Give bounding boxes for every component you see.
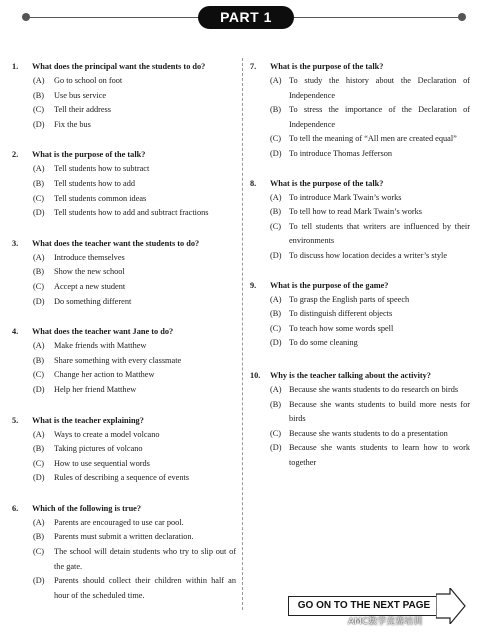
question-stem bbox=[250, 177, 470, 191]
answer-option bbox=[250, 147, 470, 162]
option-letter: (A) bbox=[33, 341, 45, 351]
answer-option bbox=[12, 118, 236, 133]
question-stem bbox=[12, 325, 236, 339]
answer-option bbox=[250, 441, 470, 470]
question-stem bbox=[12, 237, 236, 251]
option-text: To grasp the English parts of speech bbox=[289, 294, 410, 304]
option-text: To introduce Mark Twain’s works bbox=[289, 192, 402, 202]
question-number: 5. bbox=[12, 415, 19, 425]
option-text: Make friends with Matthew bbox=[54, 341, 147, 351]
option-text: Accept a new student bbox=[54, 281, 126, 291]
question-item bbox=[12, 414, 236, 486]
option-letter: (D) bbox=[270, 250, 282, 260]
option-text: Taking pictures of volcano bbox=[54, 444, 143, 454]
option-text: To teach how some words spell bbox=[289, 323, 394, 333]
option-text: Because she wants students to build more nests for birds bbox=[289, 399, 470, 424]
question-item bbox=[250, 369, 470, 471]
option-letter: (C) bbox=[270, 428, 282, 438]
option-text: Ways to create a model volcano bbox=[54, 429, 160, 439]
answer-option bbox=[250, 103, 470, 132]
option-letter: (B) bbox=[270, 207, 282, 217]
option-letter: (B) bbox=[270, 105, 282, 115]
question-item bbox=[12, 237, 236, 309]
option-text: Share something with every classmate bbox=[54, 355, 182, 365]
option-letter: (D) bbox=[33, 473, 45, 483]
option-text: Go to school on foot bbox=[54, 76, 123, 85]
option-letter: (D) bbox=[33, 208, 45, 218]
answer-option bbox=[250, 398, 470, 427]
option-text: To do some cleaning bbox=[289, 338, 358, 348]
option-letter: (C) bbox=[33, 547, 45, 557]
question-number: 9. bbox=[250, 280, 257, 290]
option-text: To study the history about the Declaration of Independence bbox=[289, 76, 470, 100]
answer-option bbox=[12, 545, 236, 574]
option-letter: (A) bbox=[33, 429, 45, 439]
option-letter: (A) bbox=[270, 76, 282, 85]
option-text: Because she wants students to do a presentation bbox=[289, 428, 448, 438]
question-number: 2. bbox=[12, 150, 19, 160]
answer-option bbox=[250, 427, 470, 442]
option-text: Rules of describing a sequence of events bbox=[54, 473, 190, 483]
option-letter: (C) bbox=[270, 134, 282, 144]
question-number: 4. bbox=[12, 327, 19, 337]
question-item bbox=[250, 279, 470, 351]
answer-option bbox=[12, 177, 236, 192]
question-text: Which of the following is true? bbox=[32, 503, 142, 513]
option-letter: (A) bbox=[33, 252, 45, 262]
answer-option bbox=[12, 442, 236, 457]
question-item bbox=[12, 502, 236, 604]
option-text: To discuss how location decides a writer’s style bbox=[289, 250, 448, 260]
option-text: Do something different bbox=[54, 296, 132, 306]
question-text: Why is the teacher talking about the activity? bbox=[270, 370, 431, 380]
option-text: Tell their address bbox=[54, 105, 112, 115]
left-question-column bbox=[12, 60, 236, 603]
option-text: How to use sequential words bbox=[54, 458, 150, 468]
option-text: Tell students common ideas bbox=[54, 193, 147, 203]
option-text: To tell students that writers are influenced by their environments bbox=[289, 221, 470, 246]
option-letter: (C) bbox=[33, 281, 45, 291]
column-divider bbox=[242, 58, 244, 610]
question-text: What is the purpose of the talk? bbox=[270, 178, 384, 188]
option-letter: (D) bbox=[33, 296, 45, 306]
watermark: AMC数学竞赛培训 bbox=[348, 617, 423, 627]
option-text: Fix the bus bbox=[54, 119, 91, 129]
question-number: 3. bbox=[12, 238, 19, 248]
option-letter: (C) bbox=[270, 221, 282, 231]
answer-option bbox=[12, 265, 236, 280]
option-letter: (C) bbox=[33, 370, 45, 380]
option-text: Tell students how to subtract bbox=[54, 164, 150, 174]
option-letter: (B) bbox=[33, 267, 45, 277]
answer-option bbox=[250, 220, 470, 249]
answer-option bbox=[250, 336, 470, 351]
option-text: Because she wants students to learn how to work together bbox=[289, 443, 470, 467]
option-text: Change her action to Matthew bbox=[54, 370, 155, 380]
answer-option bbox=[12, 457, 236, 472]
answer-option bbox=[12, 383, 236, 398]
option-letter: (B) bbox=[270, 309, 282, 319]
option-letter: (D) bbox=[33, 576, 45, 586]
question-number: 6. bbox=[12, 503, 19, 513]
answer-option bbox=[12, 251, 236, 266]
answer-option bbox=[250, 307, 470, 322]
option-letter: (C) bbox=[33, 105, 45, 115]
option-text: To stress the importance of the Declaration of Independence bbox=[289, 105, 470, 129]
question-stem bbox=[12, 414, 236, 428]
option-letter: (D) bbox=[270, 338, 282, 348]
answer-option bbox=[12, 574, 236, 603]
header-rule-dot-right bbox=[458, 13, 466, 21]
header-rule-dot-left bbox=[22, 13, 30, 21]
answer-option bbox=[12, 280, 236, 295]
question-item bbox=[12, 325, 236, 397]
option-letter: (B) bbox=[33, 532, 45, 542]
option-letter: (C) bbox=[270, 323, 282, 333]
option-letter: (B) bbox=[33, 355, 45, 365]
question-number: 8. bbox=[250, 178, 257, 188]
answer-option bbox=[250, 191, 470, 206]
option-text: To introduce Thomas Jefferson bbox=[289, 148, 393, 158]
option-text: Parents must submit a written declaration. bbox=[54, 532, 194, 542]
question-text: What is the teacher explaining? bbox=[32, 415, 144, 425]
question-text: What does the teacher want the students to do? bbox=[32, 238, 200, 248]
answer-option bbox=[12, 89, 236, 104]
answer-option bbox=[250, 205, 470, 220]
option-letter: (A) bbox=[270, 384, 282, 394]
option-text: Because she wants students to do research on birds bbox=[289, 384, 459, 394]
question-item bbox=[250, 60, 470, 162]
question-text: What is the purpose of the game? bbox=[270, 280, 389, 290]
option-text: Use bus service bbox=[54, 90, 107, 100]
question-text: What does the teacher want Jane to do? bbox=[32, 327, 174, 337]
option-letter: (D) bbox=[270, 148, 282, 158]
option-text: To distinguish different objects bbox=[289, 309, 393, 319]
answer-option bbox=[12, 192, 236, 207]
question-item bbox=[12, 148, 236, 220]
answer-option bbox=[12, 74, 236, 89]
option-letter: (B) bbox=[33, 90, 45, 100]
question-stem bbox=[250, 60, 470, 74]
option-text: Show the new school bbox=[54, 267, 125, 277]
answer-option bbox=[12, 516, 236, 531]
question-text: What is the purpose of the talk? bbox=[32, 150, 146, 160]
option-text: Parents are encouraged to use car pool. bbox=[54, 517, 184, 527]
answer-option bbox=[12, 368, 236, 383]
option-letter: (A) bbox=[270, 294, 282, 304]
answer-option bbox=[250, 249, 470, 264]
answer-option bbox=[12, 530, 236, 545]
option-letter: (D) bbox=[33, 384, 45, 394]
answer-option bbox=[12, 354, 236, 369]
option-text: Introduce themselves bbox=[54, 252, 125, 262]
question-item bbox=[250, 177, 470, 264]
question-stem bbox=[250, 279, 470, 293]
option-text: To tell the meaning of “All men are created equal” bbox=[289, 134, 457, 144]
question-text: What is the purpose of the talk? bbox=[270, 62, 384, 71]
option-letter: (B) bbox=[33, 178, 45, 188]
question-stem bbox=[250, 369, 470, 383]
option-text: Tell students how to add and subtract fractions bbox=[54, 208, 209, 218]
question-stem bbox=[12, 60, 236, 74]
question-number: 7. bbox=[250, 62, 257, 71]
question-text: What does the principal want the students to do? bbox=[32, 62, 206, 71]
option-letter: (A) bbox=[33, 76, 45, 85]
option-letter: (D) bbox=[270, 443, 282, 453]
answer-option bbox=[12, 471, 236, 486]
part-banner: PART 1 bbox=[198, 6, 294, 29]
answer-option bbox=[12, 295, 236, 310]
right-question-column bbox=[250, 60, 470, 470]
option-letter: (A) bbox=[33, 164, 45, 174]
question-stem bbox=[12, 502, 236, 516]
option-letter: (A) bbox=[270, 192, 282, 202]
answer-option bbox=[250, 322, 470, 337]
option-text: The school will detain students who try to slip out of the gate. bbox=[54, 547, 236, 571]
answer-option bbox=[250, 132, 470, 147]
question-item bbox=[12, 60, 236, 132]
option-letter: (C) bbox=[33, 193, 45, 203]
answer-option bbox=[250, 383, 470, 398]
option-text: Parents should collect their children within half an hour of the scheduled time. bbox=[54, 576, 236, 600]
option-text: Tell students how to add bbox=[54, 178, 135, 188]
question-number: 1. bbox=[12, 62, 19, 71]
option-text: Help her friend Matthew bbox=[54, 384, 137, 394]
answer-option bbox=[250, 74, 470, 103]
answer-option bbox=[250, 293, 470, 308]
option-letter: (B) bbox=[270, 399, 282, 409]
answer-option bbox=[12, 162, 236, 177]
option-letter: (D) bbox=[33, 119, 45, 129]
option-letter: (C) bbox=[33, 458, 45, 468]
answer-option bbox=[12, 206, 236, 221]
question-number: 10. bbox=[250, 370, 261, 380]
question-stem bbox=[12, 148, 236, 162]
answer-option bbox=[12, 428, 236, 443]
option-text: To tell how to read Mark Twain’s works bbox=[289, 207, 423, 217]
next-page-label: GO ON TO THE NEXT PAGE bbox=[288, 596, 440, 616]
next-page-arrow-icon bbox=[436, 588, 466, 624]
option-letter: (A) bbox=[33, 517, 45, 527]
option-letter: (B) bbox=[33, 444, 45, 454]
answer-option bbox=[12, 103, 236, 118]
answer-option bbox=[12, 339, 236, 354]
